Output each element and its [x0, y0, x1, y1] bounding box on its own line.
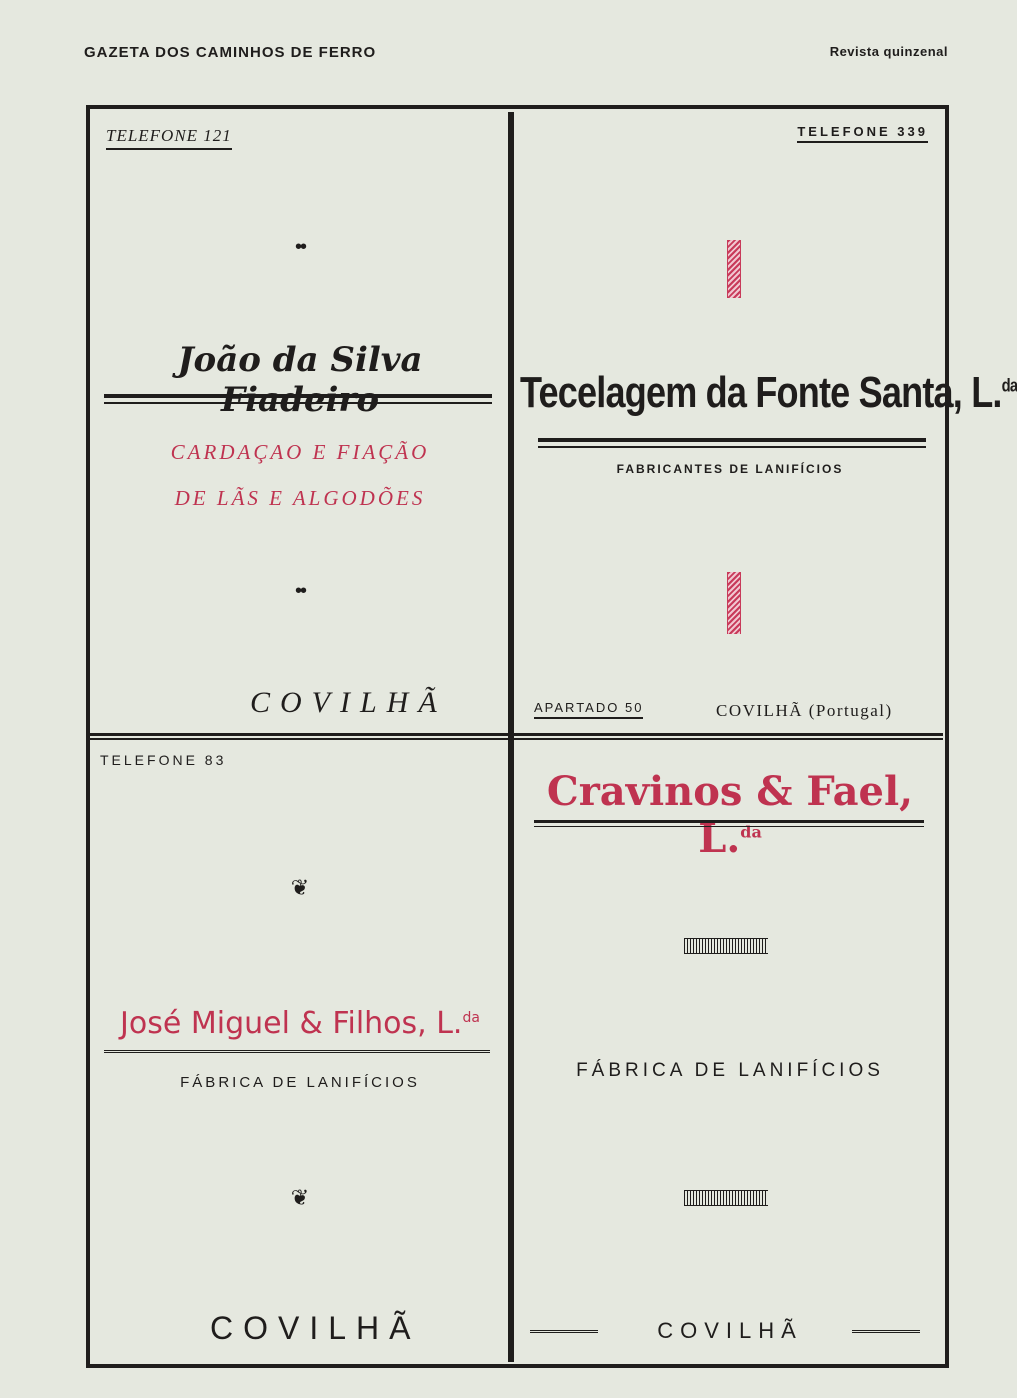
double-rule — [538, 438, 926, 448]
city-label: COVILHÃ — [250, 686, 447, 719]
company-subtitle: FÁBRICA DE LANIFÍCIOS — [576, 1060, 884, 1081]
flourish-icon: ❦ — [290, 1186, 310, 1211]
dot-ornament: •• — [294, 236, 305, 258]
dot-ornament: •• — [294, 580, 305, 602]
telephone-label: TELEFONE 83 — [100, 752, 227, 768]
center-divider-horizontal — [88, 733, 943, 736]
red-bar-ornament — [727, 572, 741, 634]
company-name — [96, 1006, 504, 1041]
city-label: COVILHÃ (Portugal) — [716, 701, 893, 720]
service-line-2: DE LÃS E ALGODÕES — [174, 486, 426, 510]
double-rule — [534, 820, 924, 827]
company-name — [520, 768, 940, 862]
double-rule — [104, 394, 492, 404]
company-name-superscript: da — [740, 822, 762, 842]
service-line-1: CARDAÇAO E FIAÇÃO — [170, 440, 430, 464]
company-name — [520, 368, 1017, 418]
po-box-label: APARTADO 50 — [534, 700, 643, 719]
city-label: COVILHÃ — [210, 1310, 421, 1346]
telephone-label: TELEFONE 339 — [797, 124, 928, 143]
company-name-superscript: da — [462, 1010, 480, 1026]
company-name-superscript: da — [1001, 375, 1017, 396]
magazine-title: GAZETA DOS CAMINHOS DE FERRO — [84, 44, 377, 61]
company-name: João da Silva Fiadeiro — [177, 340, 423, 420]
telephone-label: TELEFONE 121 — [106, 126, 232, 150]
company-name-text: Tecelagem da Fonte Santa, L. — [520, 368, 1002, 417]
flourish-icon: ❦ — [290, 876, 310, 901]
city-label: COVILHÃ — [657, 1318, 803, 1343]
center-divider-vertical — [508, 112, 514, 1362]
magazine-subtitle: Revista quinzenal — [829, 44, 948, 59]
hatched-bar-ornament — [684, 1190, 768, 1206]
ad-page-frame — [86, 105, 949, 1368]
company-name-text: José Miguel & Filhos, L. — [120, 1006, 463, 1041]
center-divider-horizontal-2 — [88, 738, 943, 740]
hatched-bar-ornament — [684, 938, 768, 954]
red-bar-ornament — [727, 240, 741, 298]
company-subtitle: FABRICANTES DE LANIFÍCIOS — [616, 462, 844, 476]
company-subtitle: FÁBRICA DE LANIFÍCIOS — [180, 1074, 420, 1091]
company-name-text: Cravinos & Fael, L. — [546, 768, 914, 862]
rule-right — [852, 1330, 920, 1333]
double-rule — [104, 1050, 490, 1053]
